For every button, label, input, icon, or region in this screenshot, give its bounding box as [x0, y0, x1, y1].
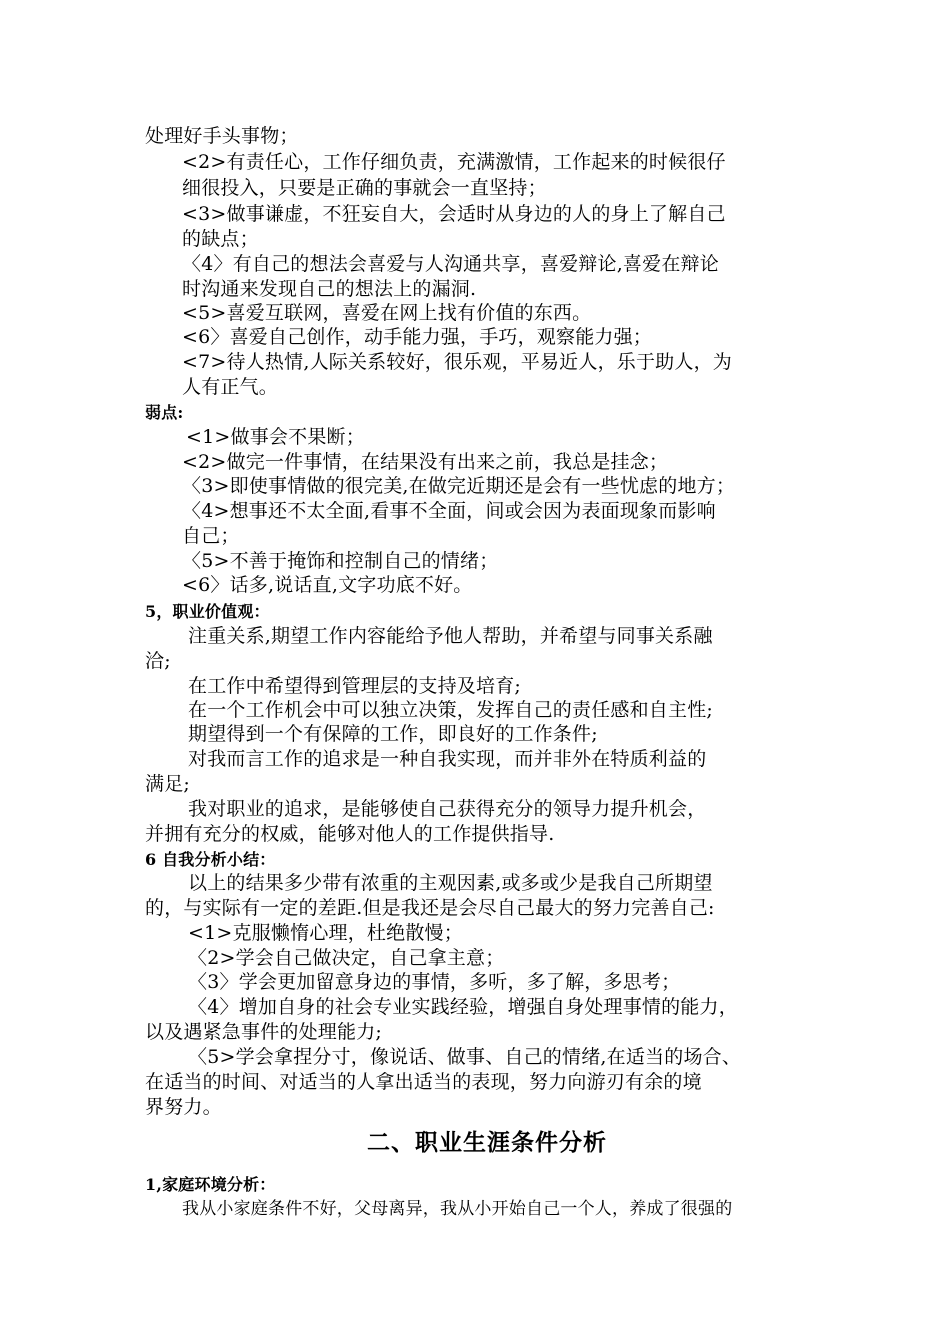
- text-line: 的缺点；: [182, 228, 259, 250]
- text-line: <6〉喜爱自己创作，动手能力强，手巧，观察能力强；: [182, 326, 653, 348]
- text-line: <2>有责任心，工作仔细负责，充满激情，工作起来的时候很仔: [182, 151, 726, 173]
- text-line: 细很投入，只要是正确的事就会一直坚持；: [182, 177, 547, 199]
- text-line: <7>待人热情,人际关系较好，很乐观，平易近人，乐于助人，为: [182, 351, 732, 373]
- text-line: <1>做事会不果断；: [186, 426, 365, 448]
- text-line: 〈4〉增加自身的社会专业实践经验，增强自身处理事情的能力，: [188, 996, 738, 1018]
- text-line: 〈3〉学会更加留意身边的事情，多听，多了解，多思考；: [188, 971, 681, 993]
- text-line: 界努力。: [145, 1096, 222, 1118]
- text-line: 的，与实际有一定的差距.但是我还是会尽自己最大的努力完善自己:: [145, 897, 715, 919]
- text-line: 时沟通来发现自己的想法上的漏洞.: [182, 278, 477, 300]
- text-line: 我从小家庭条件不好，父母离异，我从小开始自己一个人，养成了很强的: [182, 1199, 733, 1219]
- text-line: 以及遇紧急事件的处理能力;: [145, 1021, 383, 1043]
- section-heading-family-environment: 1,家庭环境分析：: [145, 1175, 276, 1194]
- text-line: 洽;: [145, 650, 171, 672]
- text-line: <3>做事谦虚，不狂妄自大，会适时从身边的人的身上了解自己: [182, 203, 726, 225]
- text-line: 〈5>不善于掩饰和控制自己的情绪；: [182, 550, 499, 572]
- text-line: <5>喜爱互联网，喜爱在网上找有价值的东西。: [182, 302, 592, 324]
- text-line: 自己；: [182, 525, 240, 547]
- text-line: 〈5>学会拿捏分寸，像说话、做事、自己的情绪,在适当的场合、: [188, 1046, 742, 1068]
- text-line: 〈4〉有自己的想法会喜爱与人沟通共享，喜爱辩论,喜爱在辩论: [182, 253, 719, 275]
- text-line: 期望得到一个有保障的工作，即良好的工作条件;: [188, 723, 598, 745]
- text-line: 满足;: [145, 773, 191, 795]
- text-line: 在适当的时间、对适当的人拿出适当的表现，努力向游刃有余的境: [145, 1071, 702, 1093]
- text-line: <6〉话多,说话直,文字功底不好。: [182, 574, 473, 596]
- text-line: 我对职业的追求，是能够使自己获得充分的领导力提升机会，: [188, 798, 707, 820]
- text-line: 对我而言工作的追求是一种自我实现，而并非外在特质利益的: [188, 748, 707, 770]
- text-line: 〈4>想事还不太全面,看事不全面，间或会因为表面现象而影响: [182, 500, 716, 522]
- section-heading-weaknesses: 弱点:: [145, 403, 184, 422]
- text-line: 并拥有充分的权威，能够对他人的工作提供指导.: [145, 823, 555, 845]
- text-line: 〈3>即使事情做的很完美,在做完近期还是会有一些忧虑的地方；: [182, 475, 736, 497]
- section-heading-self-analysis-summary: 6 自我分析小结：: [145, 850, 276, 869]
- text-line: <1>克服懒惰心理，杜绝散慢；: [188, 922, 463, 944]
- section-heading-career-values: 5，职业价值观：: [145, 602, 270, 621]
- text-line: 处理好手头事物；: [145, 125, 299, 147]
- text-line: <2>做完一件事情，在结果没有出来之前，我总是挂念；: [182, 451, 669, 473]
- text-line: 在工作中希望得到管理层的支持及培育;: [188, 675, 522, 697]
- chapter-title: 二、职业生涯条件分析: [367, 1129, 607, 1156]
- text-line: 〈2>学会自己做决定，自己拿主意；: [188, 947, 505, 969]
- text-line: 注重关系,期望工作内容能给予他人帮助，并希望与同事关系融: [188, 625, 713, 647]
- text-line: 以上的结果多少带有浓重的主观因素,或多或少是我自己所期望: [188, 872, 713, 894]
- text-line: 在一个工作机会中可以独立决策，发挥自己的责任感和自主性;: [188, 699, 714, 721]
- text-line: 人有正气。: [182, 376, 279, 398]
